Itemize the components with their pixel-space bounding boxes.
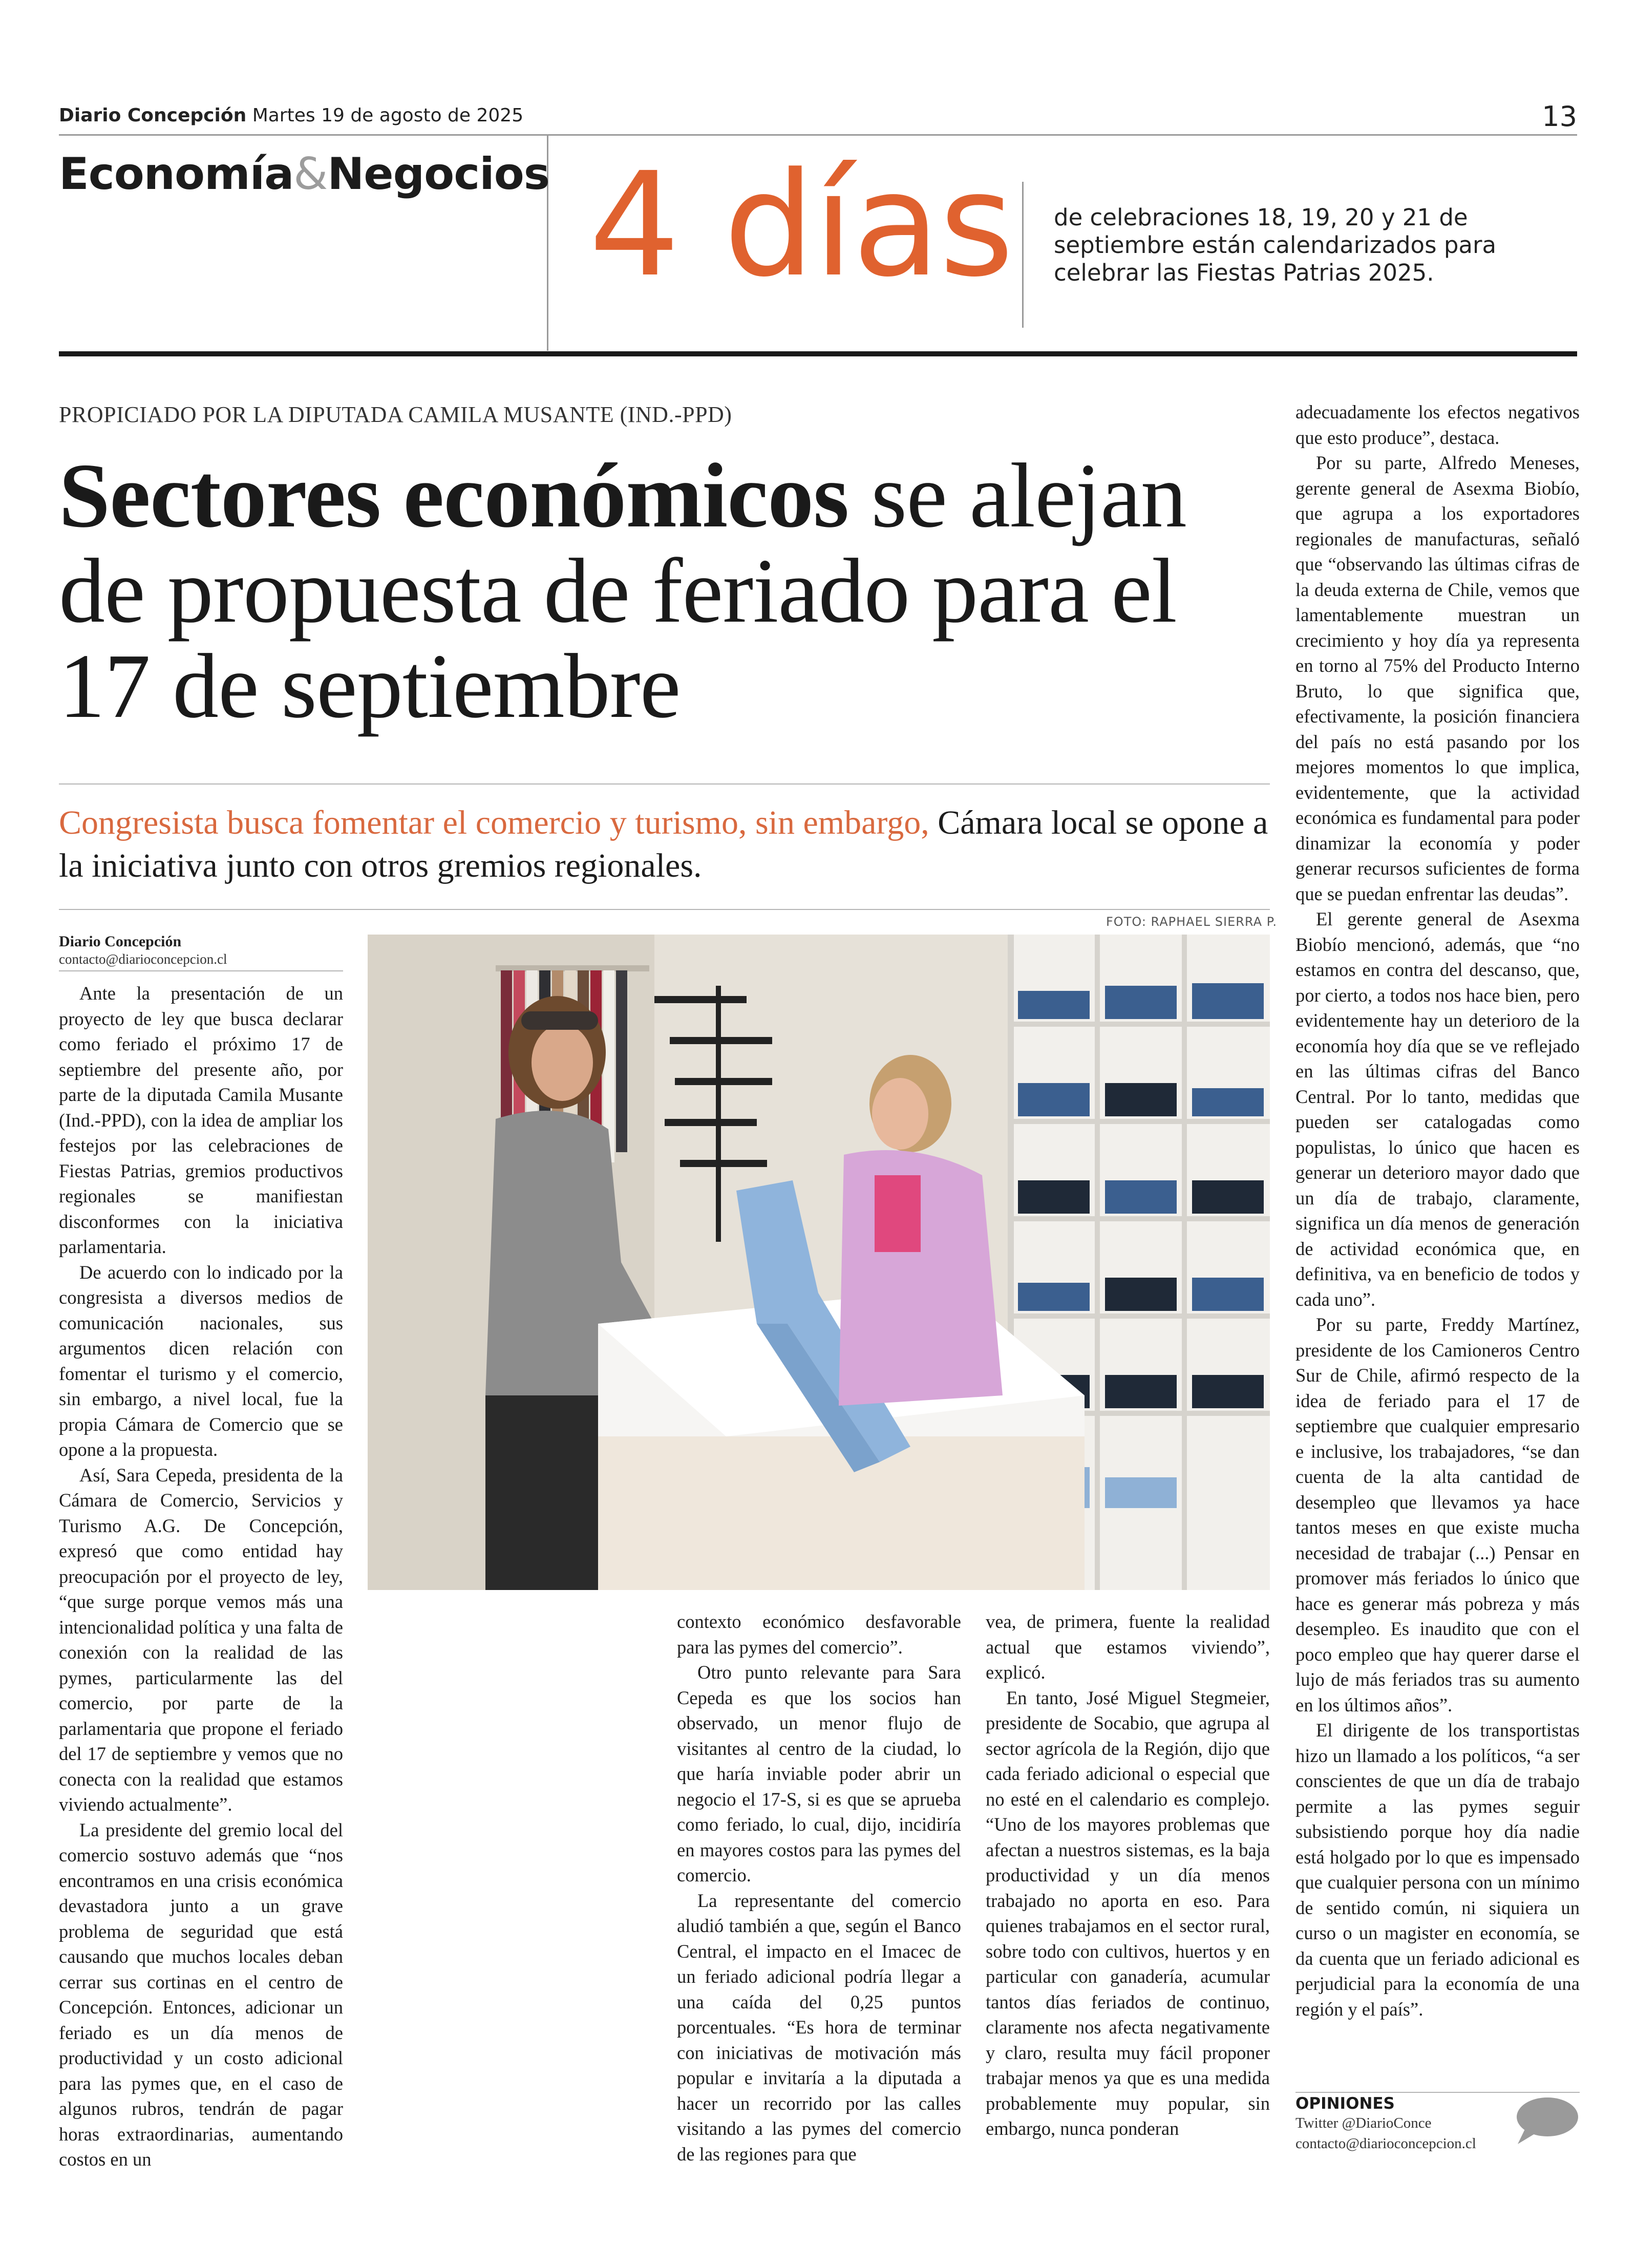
paragraph: La representante del comercio aludió también a que, según el Banco Central, el impacto en el Imacec de un feriado adicional podría llegar a una caída del 0,25 puntos porcentuales. “Es hora de terminar con iniciativas de motivación más popular e invitaría a la diputada a hacer un recorrido por las calles visitando a las pymes del comercio de las regiones para que — [677, 1890, 961, 2165]
highlight-text: de celebraciones 18, 19, 20 y 21 de septiembre están calendarizados para celebrar las Fiestas Patrias 2025. — [1054, 204, 1497, 286]
article-column-3 — [986, 1609, 1270, 2142]
paragraph: Otro punto relevante para Sara Cepeda es que los socios han observado, un menor flujo de visitantes al centro de la ciudad, lo que haría inviable poder abrir un negocio el 17-S, si es que se aprueba como feriado, lo cual, dijo, incidiría en mayores costos para las pymes del comercio. — [677, 1662, 961, 1885]
paragraph: Ante la presentación de un proyecto de ley que busca declarar como feriado el próximo 17 de septiembre del presente año, por parte de la diputada Camila Musante (Ind.-PPD), con la idea de ampliar los festejos por las celebraciones de Fiestas Patrias, gremios productivos regionales se manifiestan disconformes con la iniciativa parlamentaria. — [59, 983, 343, 1257]
article-column-1 — [59, 981, 343, 2172]
byline-rule — [59, 970, 343, 971]
paragraph: El dirigente de los transportistas hizo un llamado a los políticos, “a ser conscientes de que un día de trabajo permite a las pymes seguir subsistiendo porque hoy día nadie está holgado por lo que es impensado que cualquier persona con un mínimo de sentido común, ni siquiera un curso o un magister en economía, se da cuenta que un feriado adicional es perjudicial para la economía de una región y el país”. — [1295, 1720, 1580, 2020]
paragraph: contexto económico desfavorable para las pymes del comercio”. — [677, 1611, 961, 1658]
opinions-twitter: Twitter @DiarioConce — [1295, 2115, 1432, 2131]
deck-rule — [59, 909, 1270, 910]
paper-name: Diario Concepción — [59, 105, 247, 126]
opinions-title: OPINIONES — [1295, 2094, 1395, 2113]
paragraph: En tanto, José Miguel Stegmeier, presidente de Socabio, que agrupa al sector agrícola de la Región, dijo que cada feriado adicional o especial que no esté en el calendario es complejo. “Uno de los mayores problemas que afectan a nuestros sistemas, es la baja productividad y un día menos trabajado no aporta en eso. Para quienes trabajamos en el sector rural, sobre todo con cultivos, huertos y en particular con ganadería, acumular tantos días feriados de continuo, claramente nos afecta negativamente y claro, resulta muy fácil proponer trabajar menos ya que es una medida probablemente muy popular, sin embargo, nunca ponderan — [986, 1687, 1270, 2139]
article-photo — [368, 935, 1270, 1590]
paragraph: El gerente general de Asexma Biobío mencionó, además, que “no estamos en contra del descanso, que, por cierto, a todos nos hace bien, pero evidentemente hay un deterioro de la economía hoy día que se ve reflejado en las últimas cifras del Banco Central. Por lo tanto, medidas que pueden ser catalogadas como populistas, lo único que hacen es generar un deterioro mayor dado que un día de trabajo, claramente, significa un día menos de generación de actividad económica que, en definitiva, va en beneficio de todos y cada uno”. — [1295, 908, 1580, 1310]
article-column-2 — [677, 1609, 961, 2167]
opinions-email: contacto@diarioconcepcion.cl — [1295, 2135, 1476, 2152]
header-thick-rule — [59, 351, 1577, 356]
highlight-number: 4 días — [589, 142, 1013, 309]
article-deck — [59, 801, 1270, 887]
paragraph: vea, de primera, fuente la realidad actual que estamos viviendo”, explicó. — [986, 1611, 1270, 1683]
paragraph: Por su parte, Alfredo Meneses, gerente general de Asexma Biobío, que agrupa a los exportadores regionales de manufacturas, señaló que “observando las últimas cifras de la deuda externa de Chile, vemos que lamentablemente muestran un crecimiento y hoy día ya representa en torno al 75% del Producto Interno Bruto, lo que significa que, efectivamente, la posición financiera del país no está pasando por los mejores momentos lo que implica, evidentemente, que la actividad económica es fundamental para poder dinamizar la economía y poder generar recursos suficientes de forma que se puedan enfrentar las deudas”. — [1295, 452, 1580, 904]
section-title-left: Economía — [59, 149, 294, 200]
paragraph: adecuadamente los efectos negativos que esto produce”, destaca. — [1295, 401, 1580, 448]
article-kicker: PROPICIADO POR LA DIPUTADA CAMILA MUSANTE (IND.-PPD) — [59, 402, 732, 427]
issue-date: Martes 19 de agosto de 2025 — [252, 105, 524, 126]
headline-rest: se alejan de propuesta de feriado para el 17 de septiembre — [59, 444, 1186, 737]
masthead-line — [59, 105, 523, 126]
deck-rest: Cámara local se opone a la iniciativa junto con otros gremios regionales. — [59, 804, 1268, 884]
paragraph: Así, Sara Cepeda, presidenta de la Cámara de Comercio, Servicios y Turismo A.G. De Concepción, expresó que como entidad hay preocupación por el proyecto de ley, “que surge porque vemos más una intencionalidad política y una falta de conexión con la realidad de las pymes, particularmente las del comercio, por parte de la parlamentaria que propone el feriado del 17 de septiembre y vemos que no conecta con la realidad que estamos viviendo actualmente”. — [59, 1464, 343, 1815]
speech-bubble-icon — [1511, 2095, 1580, 2147]
paragraph: La presidente del gremio local del comercio sostuvo además que “nos encontramos en una crisis económica devastadora junto a un grave problema de seguridad que está causando que muchos locales deban cerrar sus cortinas en el centro de Concepción. Entonces, adicionar un feriado es un día menos de productividad y un costo adicional para las pymes que, en el caso de algunos rubros, tendrán de pagar horas extraordinarias, aumentando costos en un — [59, 1819, 343, 2170]
byline-email: contacto@diarioconcepcion.cl — [59, 951, 227, 967]
opinions-rule — [1295, 2092, 1580, 2093]
page-number: 13 — [1542, 100, 1577, 133]
article-column-4 — [1295, 399, 1580, 2022]
paragraph: De acuerdo con lo indicado por la congresista a diversos medios de comunicación nacionales, sus argumentos dicen relación con fomentar el turismo y el comercio, sin embargo, a nivel local, fue la propia Cámara de Comercio que se opone a la propuesta. — [59, 1261, 343, 1460]
section-title — [59, 149, 549, 200]
section-title-amp: & — [293, 149, 328, 200]
photo-credit: FOTO: RAPHAEL SIERRA P. — [1106, 915, 1278, 929]
header-divider — [59, 134, 1577, 136]
headline-bold: Sectores económicos — [59, 444, 849, 546]
paragraph: Por su parte, Freddy Martínez, presidente de los Camioneros Centro Sur de Chile, afirmó respecto de la idea de feriado para el 17 de septiembre que cualquier empresario e inclusive, los trabajadores, “se dan cuenta de la alta cantidad de desempleo que llevamos ya hace tantos meses en que existe mucha necesidad de trabajar (...) Pensar en promover más feriados lo único que hace es generar más pobreza y más desempleo. Es inaudito que con el poco empleo que hay querer darse el lujo de más feriados tras su aumento en los últimos años”. — [1295, 1314, 1580, 1715]
deck-accent: Congresista busca fomentar el comercio y turismo, sin embargo, — [59, 804, 929, 841]
section-title-right: Negocios — [327, 149, 549, 200]
highlight-divider — [1022, 182, 1024, 328]
article-headline — [59, 444, 1262, 737]
headline-rule — [59, 783, 1270, 785]
byline-author: Diario Concepción — [59, 933, 182, 950]
